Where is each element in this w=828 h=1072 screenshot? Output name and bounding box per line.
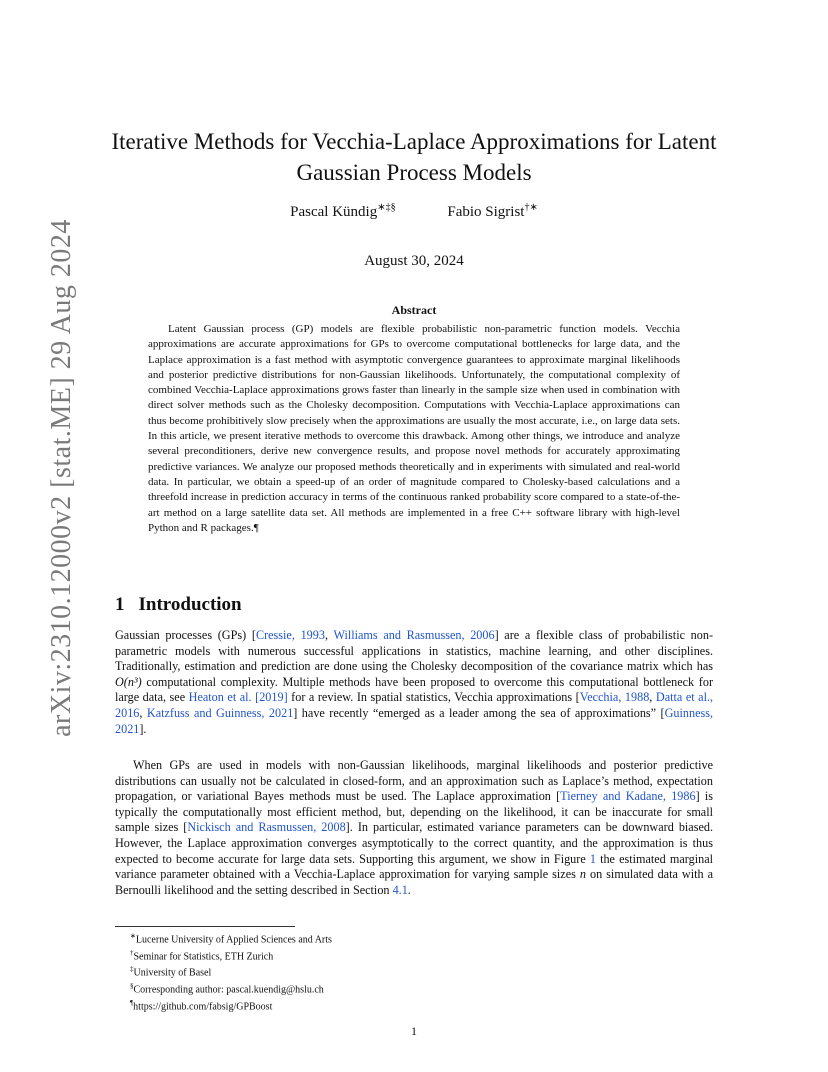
citation-link[interactable]: Tierney and Kadane, 1986 [560, 789, 696, 804]
footnote-text: Lucerne University of Applied Sciences and Arts [135, 934, 332, 946]
citation-link[interactable]: Vecchia, 1988 [579, 690, 650, 705]
citation-year: 1986 [671, 789, 696, 804]
footnote-mark: ‡ [130, 965, 134, 974]
footnote-divider [115, 926, 295, 927]
text-run: on simulated data with a Bernoulli likelihood and the setting described in Section [115, 867, 713, 897]
author-2 [447, 202, 538, 221]
math-complexity: O(n³) [115, 674, 142, 689]
citation-author: Heaton et al. [188, 690, 252, 705]
citation-link[interactable]: Williams and Rasmussen, 2006 [333, 628, 495, 642]
citation-author: Tierney and Kadane [560, 789, 663, 804]
citation-year: 2021 [268, 705, 294, 720]
text-run: ] are a flexible class of probabilistic non-parametric models with numerous successful applications in statistics, machine learning, and other disciplines. Traditionally, estimation and prediction are done using the Cholesky decomposition of the covariance matrix which has [115, 628, 714, 674]
citation-author: Guinness [664, 705, 710, 720]
citation-year: 2016 [115, 705, 140, 720]
citation-link[interactable]: Heaton et al. [2019] [188, 690, 288, 705]
abstract-heading: Abstract [391, 303, 437, 317]
intro-paragraph-1: Gaussian processes (GPs) [Cressie, 1993, Williams and Rasmussen, 2006] are a flexible class of probabilistic non-parametric models with numerous successful applications in statistics, machine learning, and other disciplines. Traditionally, estimation and prediction are done using the Cholesky decomposition of the covariance matrix which has O(n³) computational complexity. Multiple methods have been proposed to overcome this computational bottleneck for large data, see Heaton et al. [2019] for a review. In spatial statistics, Vecchia approximations [Vecchia, 1988, Datta et al., 2016, Katzfuss and Guinness, 2021] have recently “emerged as a leader among the sea of approximations” [Guinness, 2021]. [115, 628, 714, 736]
citation-link[interactable]: Nickisch and Rasmussen, 2008 [187, 820, 346, 835]
footnote-text: University of Basel [133, 967, 212, 979]
footnote-mark: ¶ [130, 998, 134, 1007]
abstract-text: Latent Gaussian process (GP) models are flexible probabilistic non-parametric function models. Vecchia approximations are accurate approximations for GPs to overcome computational bottlenecks for large data, and the Laplace approximation is a fast method with asymptotic convergence guarantees to approximate marginal likelihoods and posterior predictive distributions for non-Gaussian likelihoods. Unfortunately, the computational complexity of combined Vecchia-Laplace approximations grows faster than linearly in the sample size when used in combination with direct solver methods such as the Cholesky decomposition. Computations with Vecchia-Laplace approximations can thus become prohibitively slow precisely when the approximations are usually the most accurate, i.e., on large data sets. In this article, we present iterative methods to overcome this drawback. Among other things, we introduce and analyze several preconditioners, derive new convergence results, and propose novel methods for accurately approximating predictive variances. We analyze our proposed methods theoretically and in experiments with simulated and real-world data. In particular, we obtain a speed-up of an order of magnitude compared to Cholesky-based calculations and a threefold increase in prediction accuracy in terms of the continuous ranked probability score compared to a state-of-the-art method on a large satellite data set. All methods are implemented in a free C++ software library with high-level Python and R packages.¶ [148, 323, 680, 534]
arxiv-identifier-stamp: arXiv:2310.12000v2 [stat.ME] 29 Aug 2024 [46, 219, 77, 737]
footnote-text: Seminar for Statistics, ETH Zurich [133, 950, 274, 962]
author-1-affiliation-marks: ∗‡§ [377, 202, 396, 213]
figure-reference-link[interactable]: 1 [589, 851, 596, 866]
author-1-name: Pascal Kündig [290, 204, 378, 220]
paper-title: Iterative Methods for Vecchia-Laplace Approximations for Latent Gaussian Process Models [111, 129, 717, 185]
citation-link[interactable]: Cressie, 1993 [255, 628, 325, 642]
text-run: When GPs are used in models with non-Gaussian likelihoods, marginal likelihoods and posterior predictive distributions can usually not be calculated in closed-form, and an approximation such as Laplace’s method, expectation propagation, or variational Bayes methods must be used. The Laplace approximation [ [115, 758, 713, 804]
author-1 [290, 202, 395, 221]
citation-year: 2019 [259, 690, 284, 705]
section-title: Introduction [138, 594, 242, 615]
footnote-text: Corresponding author: pascal.kuendig@hslu.ch [133, 984, 324, 996]
math-variable: n [579, 867, 586, 882]
citation-author: Cressie [255, 628, 292, 642]
section-heading-introduction [115, 594, 242, 616]
citation-link[interactable]: Guinness, 2021 [115, 705, 714, 736]
citation-link[interactable]: Katzfuss and Guinness, 2021 [146, 705, 294, 720]
text-run: ] have recently “emerged as a leader among the sea of approximations” [ [293, 705, 665, 720]
text-run: Gaussian processes (GPs) [ [115, 628, 256, 642]
text-run: ]. In particular, estimated variance parameters can be downward biased. However, the Laplace approximation converges asymptotically to the correct quantity, and the approximation is thus expected to become accurate for large data sets. Supporting this argument, we show in Figure [115, 820, 714, 866]
citation-year: 1993 [300, 628, 325, 642]
footnote [130, 980, 332, 997]
footnote [130, 963, 332, 980]
footnote-mark: ∗ [130, 932, 136, 940]
footnote [130, 947, 332, 964]
footnote-mark: † [130, 948, 134, 957]
author-2-affiliation-marks: †∗ [524, 202, 538, 213]
page-number: 1 [411, 1024, 417, 1038]
text-run: ]. [139, 721, 147, 736]
citation-year: 2006 [470, 628, 495, 642]
footnote-text: https://github.com/fabsig/GPBoost [133, 1000, 273, 1012]
footnote [130, 997, 332, 1014]
text-run: the estimated marginal variance parameter obtained with a Vecchia-Laplace approximation for varying sample sizes [115, 851, 713, 882]
section-reference-link[interactable]: 4.1 [392, 882, 408, 897]
footnote-mark: § [130, 981, 134, 990]
author-2-name: Fabio Sigrist [447, 204, 525, 220]
text-run: computational complexity. Multiple methods have been proposed to overcome this computational bottleneck for large data, see [115, 674, 713, 705]
citation-author: Datta et al. [655, 690, 710, 705]
text-run: . [407, 882, 411, 897]
citation-author: Williams and Rasmussen [333, 628, 462, 642]
citation-author: Vecchia [579, 690, 619, 705]
footnotes [130, 930, 332, 1013]
intro-paragraph-2 [115, 758, 713, 898]
text-run: ] is typically the computationally most efficient method, but, depending on the likelihood, it can be inaccurate for small sample sizes [ [115, 789, 713, 835]
author-list [0, 202, 828, 221]
citation-link[interactable]: Datta et al., 2016 [115, 690, 714, 720]
citation-author: Nickisch and Rasmussen [187, 820, 314, 835]
citation-year: 2021 [115, 721, 140, 736]
citation-year: 1988 [624, 690, 650, 705]
footnote [130, 930, 332, 947]
citation-author: Katzfuss and Guinness [146, 705, 262, 720]
text-run: for a review. In spatial statistics, Vecchia approximations [ [287, 690, 580, 705]
publication-date: August 30, 2024 [364, 253, 464, 269]
citation-year: 2008 [321, 820, 346, 835]
section-number: 1 [115, 594, 125, 615]
